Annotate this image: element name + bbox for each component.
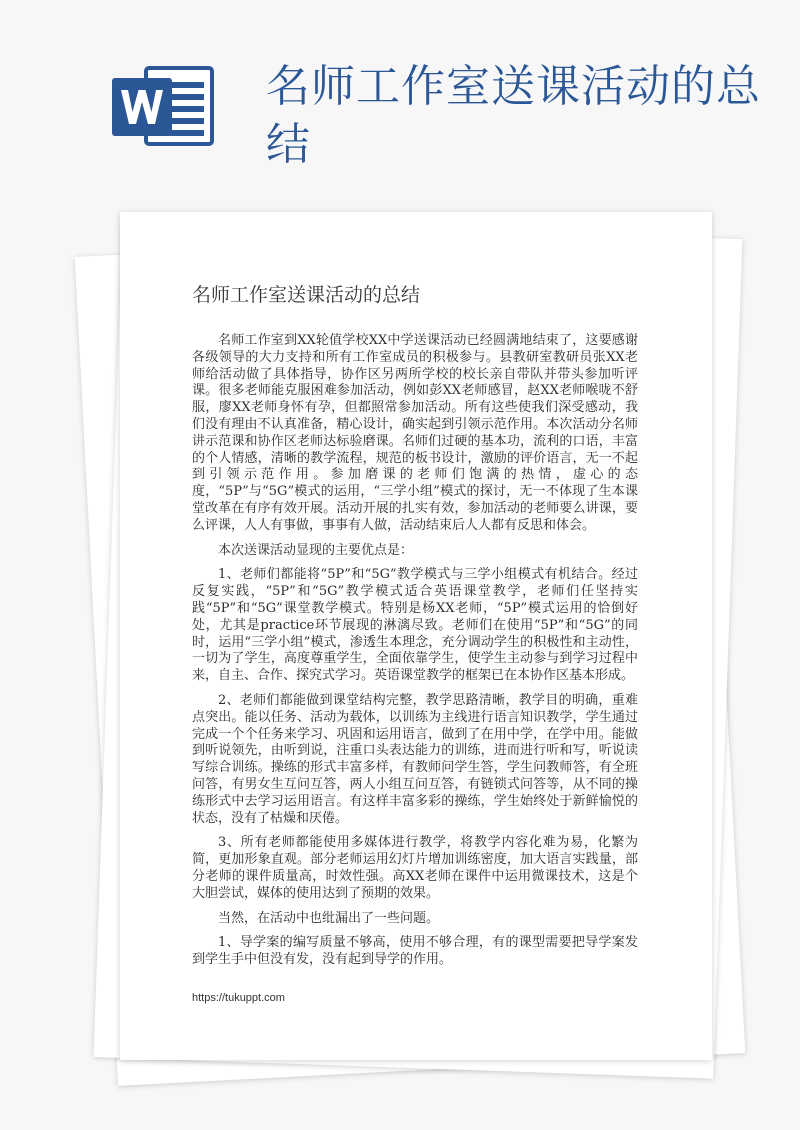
paragraph-advantage-3: 3、所有老师都能使用多媒体进行教学，将教学内容化难为易，化繁为简，更加形象直观。部分老师运用幻灯片增加训练密度，加大语言实践量，部分老师的课件质量高，时效性强。高XX老师在课件中运用微课技术，这是个大胆尝试，媒体的使用达到了预期的效果。 (192, 835, 638, 901)
paragraph-problem-1: 1、导学案的编写质量不够高，使用不够合理，有的课型需要把导学案发到学生手中但没有发，没有起到导学的作用。 (192, 935, 638, 968)
paragraph-advantage-1: 1、老师们都能将“5P”和“5G”教学模式与三学小组模式有机结合。经过反复实践，“5P”和“5G”教学模式适合英语课堂教学，老师们任坚持实践“5P”和“5G”课堂教学模式。特别是杨XX老师，“5P”模式运用的恰倒好处，尤其是practice环节展现的淋漓尽致。老师们在使用“5P”和“5G”的同时，运用“三学小组”模式，渗透生本理念，充分调动学生的积极性和主动性，一切为了学生，高度尊重学生，全面依靠学生，使学生主动参与到学习过程中来，自主、合作、探究式学习。英语课堂教学的框架已在本协作区基本形成。 (192, 567, 638, 684)
paragraph-problems-heading: 当然，在活动中也纰漏出了一些问题。 (218, 910, 440, 926)
paragraph-advantages-heading: 本次送课活动显现的主要优点是： (218, 542, 414, 558)
document-title: 名师工作室送课活动的总结 (192, 284, 421, 306)
paragraph-intro: 名师工作室到XX轮值学校XX中学送课活动已经圆满地结束了，这要感谢各级领导的大力支持和所有工作室成员的积极参与。县教研室教研员张XX老师给活动做了具体指导，协作区另两所学校的校长亲自带队并带头参加听评课。很多老师能克服困难参加活动，例如彭XX老师感冒，赵XX老师喉咙不舒服，廖XX老师身怀有孕，但都照常参加活动。所有这些使我们深受感动，我们没有理由不认真准备，精心设计，确实起到引领示范作用。本次活动分名师讲示范课和协作区老师达标验磨课。名师们过硬的基本功，流利的口语，丰富的个人情感，清晰的教学流程，规范的板书设计，激励的评价语言，无一不起到引领示范作用。参加磨课的老师们饱满的热情，虚心的态度，“5P”与“5G”模式的运用，“三学小组”模式的探讨，无一不体现了生本课堂改革在有序有效开展。活动开展的扎实有效，参加活动的老师要么讲课，要么评课，人人有事做，事事有人做，活动结束后人人都有反思和体会。 (192, 333, 638, 533)
page-title: 名师工作室送课活动的总结 (266, 61, 761, 170)
footer-url: https://tukuppt.com (192, 992, 285, 1004)
paragraph-advantage-2: 2、老师们都能做到课堂结构完整，教学思路清晰，教学目的明确，重难点突出。能以任务、活动为载体，以训练为主线进行语言知识教学，学生通过完成一个个任务来学习、巩固和运用语言，做到了在用中学，在学中用。能做到听说领先，由听到说，注重口头表达能力的训练，进而进行听和写，听说读写综合训练。操练的形式丰富多样，有教师问学生答，学生问教师答，有全班问答，有男女生互问互答，两人小组互问互答，有链锁式问答等，从不同的操练形式中去学习运用语言。有这样丰富多彩的操练，学生始终处于新鲜愉悦的状态，没有了枯燥和厌倦。 (192, 692, 638, 826)
document-body (192, 282, 638, 977)
word-document-icon (112, 64, 216, 148)
